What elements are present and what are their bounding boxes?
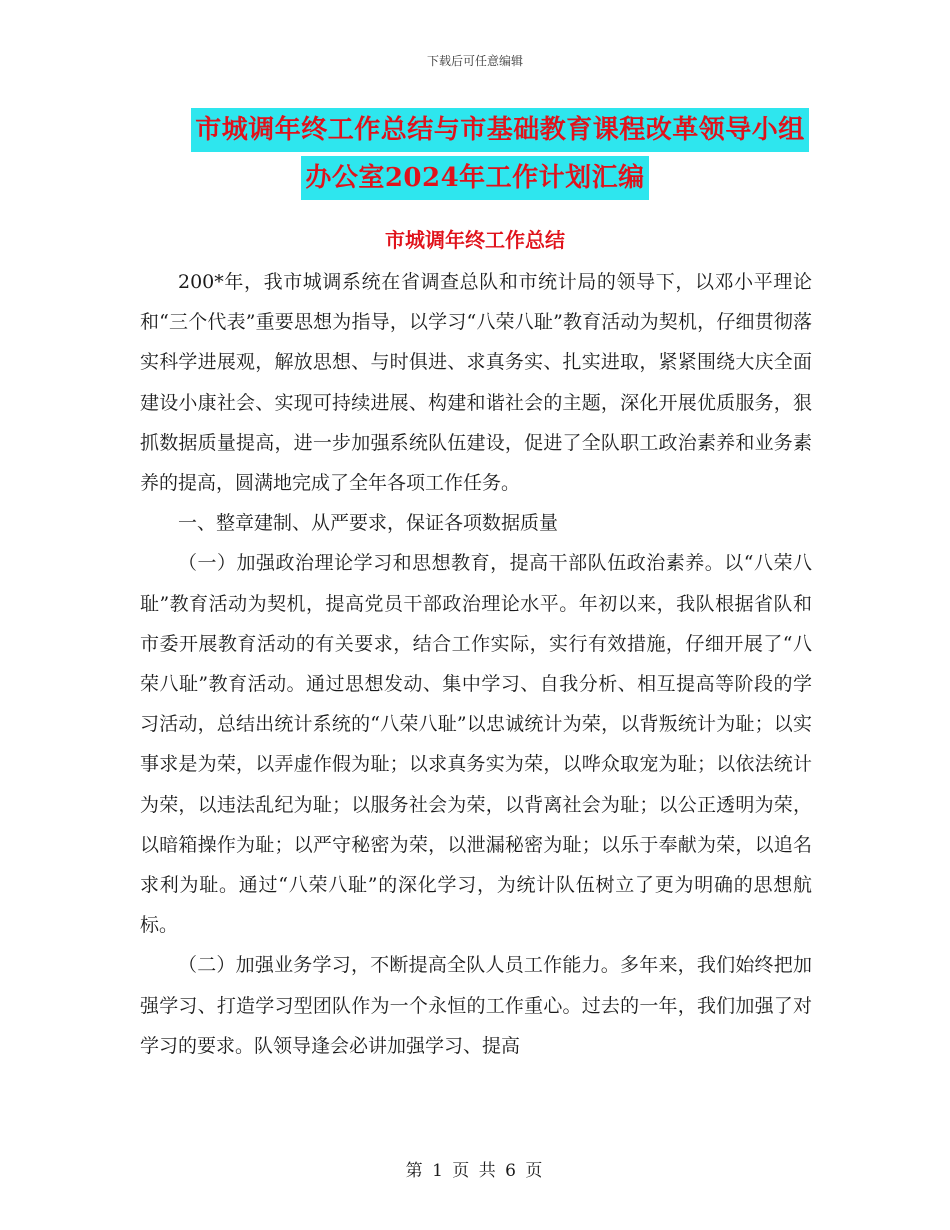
paragraph-heading-1: 一、整章建制、从严要求，保证各项数据质量: [178, 512, 559, 535]
body-text: [140, 262, 812, 1066]
paragraph-item-1: （一）加强政治理论学习和思想教育，提高干部队伍政治素养。以“八荣八耻”教育活动为契机，提高党员干部政治理论水平。年初以来，我队根据省队和市委开展教育活动的有关要求，结合工作实际，实行有效措施，仔细开展了“八荣八耻”教育活动。通过思想发动、集中学习、自我分析、相互提高等阶段的学习活动，总结出统计系统的“八荣八耻”以忠诚统计为荣，以背叛统计为耻；以实事求是为荣，以弄虚作假为耻；以求真务实为荣，以哗众取宠为耻；以依法统计为荣，以违法乱纪为耻；以服务社会为荣，以背离社会为耻；以公正透明为荣，以暗箱操作为耻；以严守秘密为荣，以泄漏秘密为耻；以乐于奉献为荣，以追名求利为耻。通过“八荣八耻”的深化学习，为统计队伍树立了更为明确的思想航标。: [140, 552, 812, 937]
page-footer: 第 1 页 共 6 页: [405, 1161, 545, 1181]
document-title: [0, 108, 950, 204]
header-note: 下载后可任意编辑: [426, 54, 523, 68]
section-title: 市城调年终工作总结: [385, 228, 565, 252]
title-line-1: 市城调年终工作总结与市基础教育课程改革领导小组: [191, 108, 809, 152]
title-line-2: 办公室2024年工作计划汇编: [301, 156, 648, 200]
paragraph-item-2: （二）加强业务学习，不断提高全队人员工作能力。多年来，我们始终把加强学习、打造学习型团队作为一个永恒的工作重心。过去的一年，我们加强了对学习的要求。队领导逢会必讲加强学习、提高: [140, 954, 812, 1057]
paragraph-intro: 200*年，我市城调系统在省调查总队和市统计局的领导下，以邓小平理论和“三个代表”重要思想为指导，以学习“八荣八耻”教育活动为契机，仔细贯彻落实科学进展观，解放思想、与时俱进、求真务实、扎实进取，紧紧围绕大庆全面建设小康社会、实现可持续进展、构建和谐社会的主题，深化开展优质服务，狠抓数据质量提高，进一步加强系统队伍建设，促进了全队职工政治素养和业务素养的提高，圆满地完成了全年各项工作任务。: [140, 271, 812, 495]
